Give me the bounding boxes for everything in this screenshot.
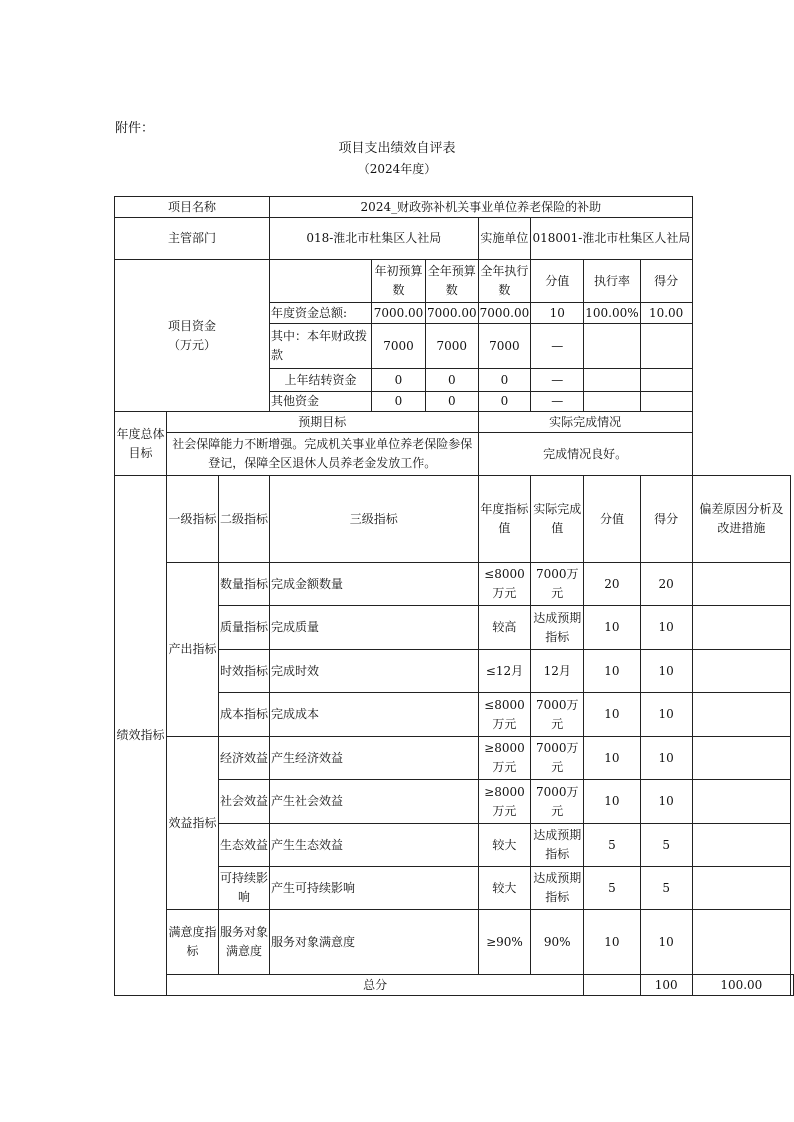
score: 10: [640, 650, 692, 693]
score-value: 10: [584, 650, 640, 693]
actual-value: 7000万元: [531, 563, 584, 606]
score-value: 10: [584, 606, 640, 650]
perf-header: 三级指标: [270, 476, 479, 563]
department: 018-淮北市杜集区人社局: [270, 218, 479, 260]
funds-cell: —: [531, 392, 584, 412]
funds-corner: [270, 260, 372, 303]
score-value: 10: [584, 910, 640, 975]
funds-label-text: 项目资金: [167, 318, 216, 333]
funds-cell: 0: [426, 369, 479, 392]
target-value: 较大: [478, 867, 531, 910]
project-name: 2024_财政弥补机关事业单位养老保险的补助: [270, 197, 693, 218]
goals-expected: 社会保障能力不断增强。完成机关事业单位养老保险参保登记，保障全区退休人员养老金发放工作。: [167, 433, 479, 476]
actual-value: 12月: [531, 650, 584, 693]
score-value: 10: [584, 780, 640, 824]
actual-value: 达成预期指标: [531, 606, 584, 650]
funds-cell: 10.00: [640, 303, 692, 324]
score-value: 5: [584, 867, 640, 910]
perf-header: 偏差原因分析及改进措施: [692, 476, 790, 563]
level1-benefit: 效益指标: [167, 737, 219, 910]
level2: 服务对象满意度: [219, 910, 270, 975]
level2: 生态效益: [219, 824, 270, 867]
goals-actual-header: 实际完成情况: [478, 412, 692, 433]
funds-row-label: 其他资金: [270, 392, 372, 412]
perf-row: [115, 737, 794, 780]
level1-satisfaction: 满意度指标: [167, 910, 219, 975]
score-value: 5: [584, 824, 640, 867]
actual-value: 达成预期指标: [531, 824, 584, 867]
perf-header: 实际完成值: [531, 476, 584, 563]
deviation-note: [692, 824, 790, 867]
score: 10: [640, 693, 692, 737]
score: 10: [640, 780, 692, 824]
row-goals-content: [115, 433, 794, 476]
perf-header: 年度指标值: [478, 476, 531, 563]
row-goals-header: [115, 412, 794, 433]
target-value: ≤8000万元: [478, 563, 531, 606]
score-value: 10: [584, 737, 640, 780]
total-score-value: 100: [640, 975, 692, 996]
level3: 产生经济效益: [270, 737, 479, 780]
actual-value: 90%: [531, 910, 584, 975]
deviation-note: [692, 650, 790, 693]
funds-cell: [640, 324, 692, 369]
row-funds-header: [115, 260, 794, 303]
goals-label: 年度总体目标: [115, 412, 167, 476]
funds-cell: —: [531, 369, 584, 392]
score: 20: [640, 563, 692, 606]
funds-cell: [584, 324, 640, 369]
level3: 产生可持续影响: [270, 867, 479, 910]
deviation-note: [692, 867, 790, 910]
target-value: ≥8000万元: [478, 780, 531, 824]
level3: 产生生态效益: [270, 824, 479, 867]
level2: 成本指标: [219, 693, 270, 737]
funds-cell: 7000: [426, 324, 479, 369]
level2: 可持续影响: [219, 867, 270, 910]
level1-output: 产出指标: [167, 563, 219, 737]
funds-cell: 0: [478, 369, 531, 392]
level2: 数量指标: [219, 563, 270, 606]
target-value: ≥8000万元: [478, 737, 531, 780]
funds-col-0: 年初预算数: [372, 260, 426, 303]
funds-col-4: 执行率: [584, 260, 640, 303]
funds-cell: [640, 369, 692, 392]
funds-cell: 7000: [478, 324, 531, 369]
funds-cell: 7000.00: [426, 303, 479, 324]
actual-value: 7000万元: [531, 693, 584, 737]
target-value: 较高: [478, 606, 531, 650]
funds-cell: 0: [426, 392, 479, 412]
total-label: 总分: [167, 975, 584, 996]
perf-header: 二级指标: [219, 476, 270, 563]
funds-cell: 7000: [372, 324, 426, 369]
perf-header: 分值: [584, 476, 640, 563]
goals-expected-header: 预期目标: [167, 412, 479, 433]
implementer-label: 实施单位: [478, 218, 531, 260]
actual-value: 达成预期指标: [531, 867, 584, 910]
funds-cell: [584, 392, 640, 412]
level3: 完成质量: [270, 606, 479, 650]
deviation-note: [692, 563, 790, 606]
funds-cell: [640, 392, 692, 412]
perf-header: 一级指标: [167, 476, 219, 563]
row-department: [115, 218, 794, 260]
perf-row: [115, 910, 794, 975]
score: 10: [640, 910, 692, 975]
total-note: [791, 975, 794, 996]
score: 10: [640, 737, 692, 780]
row-total: [115, 975, 794, 996]
funds-cell: 0: [372, 392, 426, 412]
perf-header: 得分: [640, 476, 692, 563]
level3: 完成成本: [270, 693, 479, 737]
score-value: 10: [584, 693, 640, 737]
level3: 服务对象满意度: [270, 910, 479, 975]
level2: 时效指标: [219, 650, 270, 693]
funds-cell: 7000.00: [372, 303, 426, 324]
level3: 产生社会效益: [270, 780, 479, 824]
level2: 社会效益: [219, 780, 270, 824]
deviation-note: [692, 780, 790, 824]
deviation-note: [692, 910, 790, 975]
level2: 质量指标: [219, 606, 270, 650]
funds-col-1: 全年预算数: [426, 260, 479, 303]
funds-col-3: 分值: [531, 260, 584, 303]
funds-cell: 0: [478, 392, 531, 412]
target-value: ≤8000万元: [478, 693, 531, 737]
self-evaluation-table: [114, 196, 794, 996]
deviation-note: [692, 737, 790, 780]
department-label: 主管部门: [115, 218, 270, 260]
form-year: （2024年度）: [357, 162, 437, 176]
level3: 完成时效: [270, 650, 479, 693]
score: 5: [640, 824, 692, 867]
performance-label: 绩效指标: [115, 476, 167, 996]
goals-actual: 完成情况良好。: [478, 433, 692, 476]
score-value: 20: [584, 563, 640, 606]
form-title: 项目支出绩效自评表: [338, 141, 456, 156]
funds-cell: 0: [372, 369, 426, 392]
total-score: 100.00: [692, 975, 790, 996]
level2: 经济效益: [219, 737, 270, 780]
funds-row-label: 上年结转资金: [270, 369, 372, 392]
funds-label: [115, 260, 270, 412]
score: 5: [640, 867, 692, 910]
funds-col-5: 得分: [640, 260, 692, 303]
funds-cell: 100.00%: [584, 303, 640, 324]
row-project-name: [115, 197, 794, 218]
funds-cell: 10: [531, 303, 584, 324]
attachment-label: 附件：: [115, 121, 155, 136]
target-value: 较大: [478, 824, 531, 867]
score: 10: [640, 606, 692, 650]
actual-value: 7000万元: [531, 737, 584, 780]
deviation-note: [692, 606, 790, 650]
implementer: 018001-淮北市杜集区人社局: [531, 218, 692, 260]
target-value: ≥90%: [478, 910, 531, 975]
funds-cell: 7000.00: [478, 303, 531, 324]
target-value: ≤12月: [478, 650, 531, 693]
funds-cell: —: [531, 324, 584, 369]
level3: 完成金额数量: [270, 563, 479, 606]
funds-cell: [584, 369, 640, 392]
funds-col-2: 全年执行数: [478, 260, 531, 303]
row-performance-header: [115, 476, 794, 563]
perf-row: [115, 563, 794, 606]
funds-unit: （万元）: [167, 337, 216, 352]
funds-row-label: 其中：本年财政拨款: [270, 324, 372, 369]
total-empty: [584, 975, 640, 996]
deviation-note: [692, 693, 790, 737]
actual-value: 7000万元: [531, 780, 584, 824]
project-name-label: 项目名称: [115, 197, 270, 218]
funds-row-label: 年度资金总额:: [270, 303, 372, 324]
